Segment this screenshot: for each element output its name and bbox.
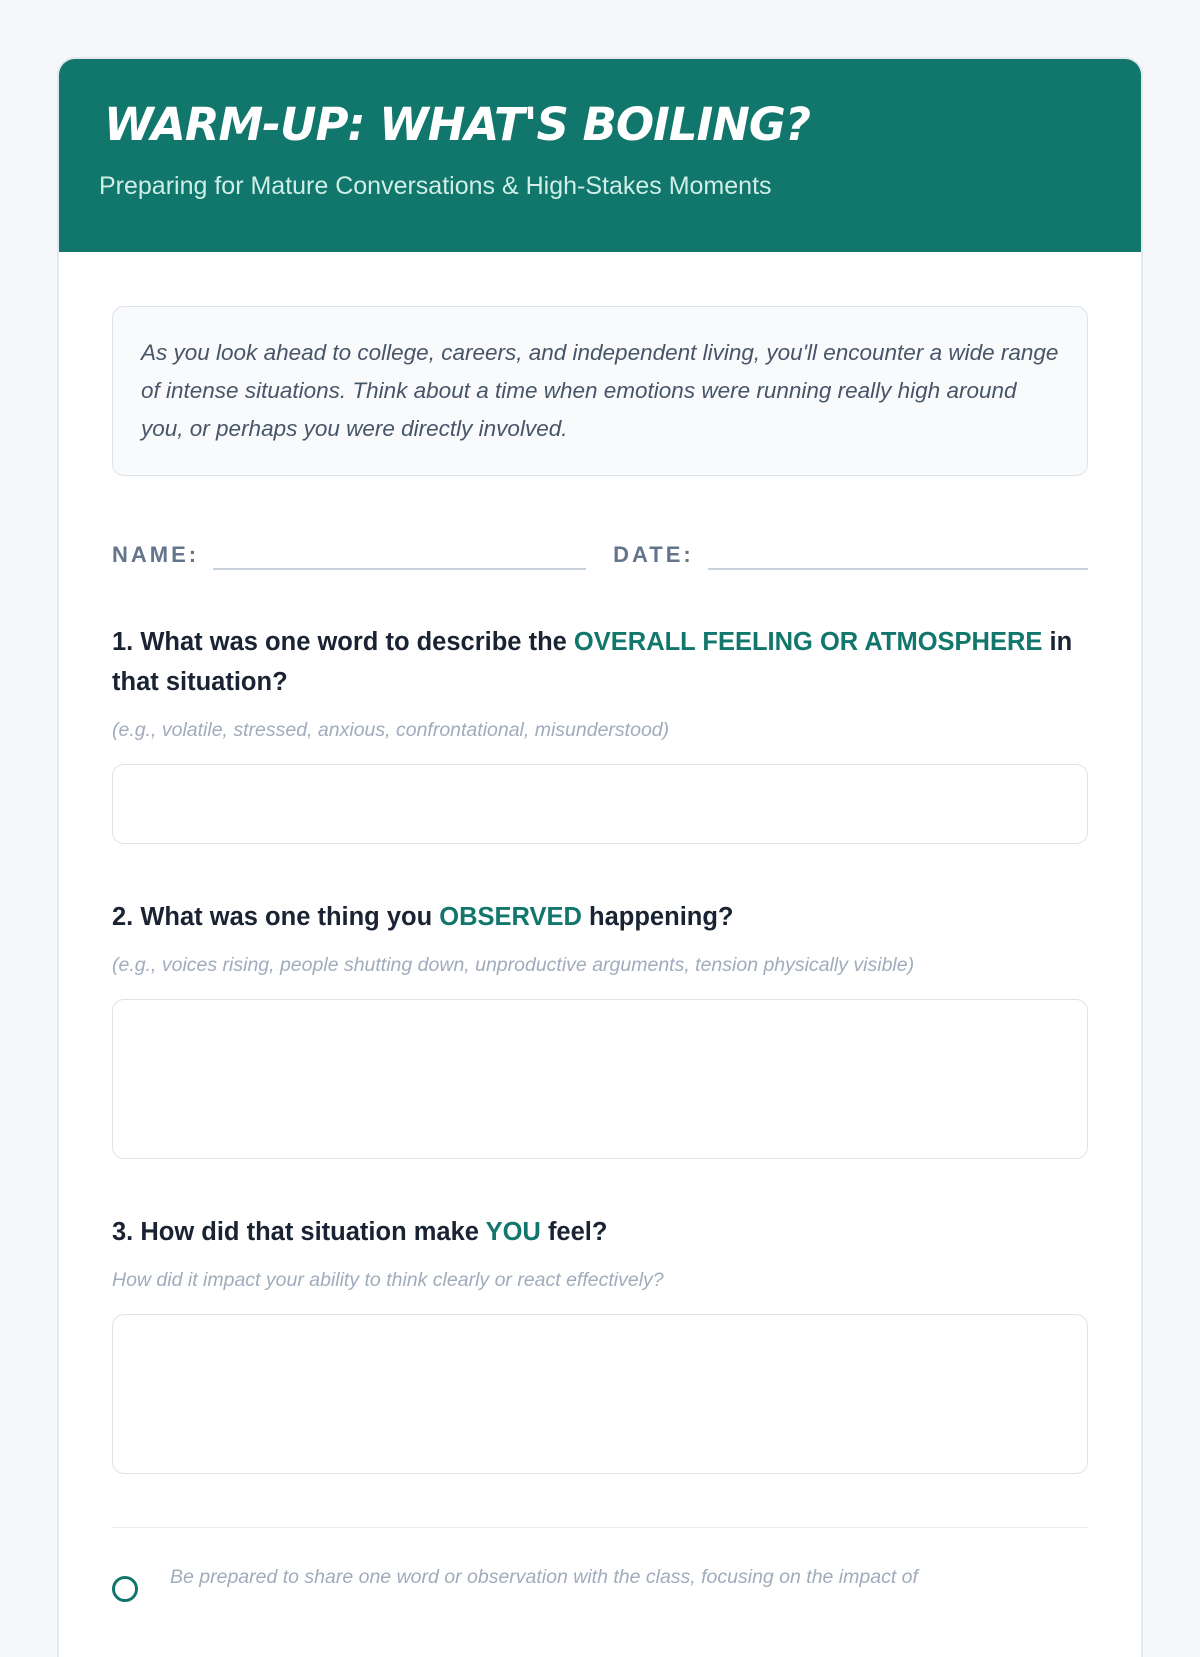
circle-icon [112,1576,138,1602]
name-date-row [112,536,1088,570]
question-1 [112,622,1088,702]
worksheet-subtitle: Preparing for Mature Conversations & High-Stakes Moments [99,172,772,200]
name-label: NAME: [112,542,200,567]
worksheet-title: WARM-UP: WHAT'S BOILING? [104,98,810,151]
answer-2-box[interactable] [112,999,1088,1159]
name-field[interactable] [213,538,586,570]
section-divider [112,1527,1088,1528]
question-2-text-end: happening? [581,903,734,931]
date-label: DATE: [613,542,694,567]
question-2 [112,897,1088,937]
question-3-highlight: YOU [485,1218,541,1246]
question-2-hint: (e.g., voices rising, people shutting down, unproductive arguments, tension physically visible) [112,954,915,976]
question-2-text: 2. What was one thing you [112,903,440,931]
worksheet-content [112,306,1088,1604]
question-3-text: 3. How did that situation make [112,1218,486,1246]
question-1-text-end: in that situation? [112,628,1073,696]
question-1-hint: (e.g., volatile, stressed, anxious, confrontational, misunderstood) [112,719,670,741]
question-1-text: 1. What was one word to describe the [112,628,574,656]
worksheet-card [57,57,1143,1657]
answer-3-box[interactable] [112,1314,1088,1474]
worksheet-header [59,59,1141,252]
answer-1-box[interactable] [112,764,1088,844]
share-note [112,1564,1088,1604]
question-3-text-end: feel? [540,1218,608,1246]
question-2-highlight: OBSERVED [439,903,582,931]
question-3 [112,1212,1088,1252]
question-3-hint: How did it impact your ability to think clearly or react effectively? [112,1269,664,1291]
question-1-highlight: OVERALL FEELING OR ATMOSPHERE [573,628,1043,656]
share-note-text: Be prepared to share one word or observation with the class, focusing on the impact of [170,1566,918,1588]
date-field[interactable] [708,538,1088,570]
intro-callout: As you look ahead to college, careers, and independent living, you'll encounter a wide range of intense situations. Think about a time when emotions were running really high around you, or perhaps you were directly involved. [112,306,1088,476]
